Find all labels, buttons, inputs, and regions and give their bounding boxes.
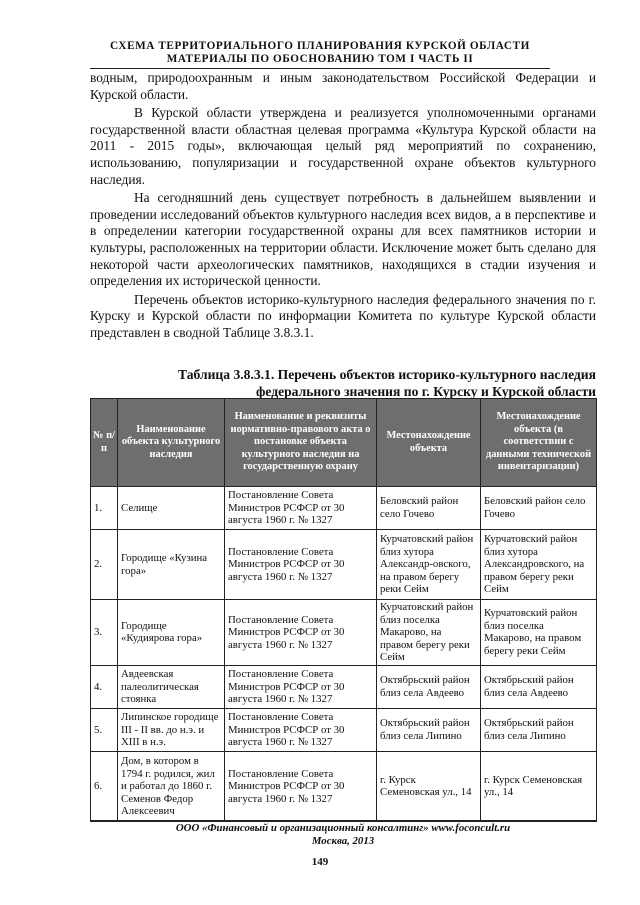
cell-location-inventory: Беловский район село Гочево [481, 487, 597, 530]
body-text [90, 70, 596, 344]
caption-line-2: федерального значения по г. Курску и Курской области [255, 383, 596, 399]
cell-act: Постановление Совета Министров РСФСР от 30 августа 1960 г. № 1327 [225, 665, 377, 708]
cell-name: Селище [118, 487, 225, 530]
paragraph-2: В Курской области утверждена и реализуется уполномоченными органами государственной власти областная целевая программа «Культура Курской области на 2011 - 2015 годы», включающая целый ряд мероприятий по сохранению, использованию, популяризации и государственной охране объектов культурного наследия. [90, 105, 596, 187]
paragraph-4: Перечень объектов историко-культурного наследия федерального значения по г. Курску и Курской области по информации Комитета по культуре Курской области представлен в сводной Таблице 3.8.3.1. [90, 291, 596, 340]
table-row [91, 530, 597, 600]
col-header-location-inventory: Местонахождение объекта (в соответствии с данными технической инвентаризации) [481, 399, 597, 487]
cell-location: г. Курск Семеновская ул., 14 [377, 751, 481, 821]
col-header-location: Местонахождение объекта [377, 399, 481, 487]
cell-number: 6. [91, 751, 118, 821]
cell-act: Постановление Совета Министров РСФСР от 30 августа 1960 г. № 1327 [225, 487, 377, 530]
header-subtitle: МАТЕРИАЛЫ ПО ОБОСНОВАНИЮ ТОМ I ЧАСТЬ II [166, 53, 474, 65]
cell-number: 3. [91, 600, 118, 666]
table-row [91, 487, 597, 530]
cell-name: Авдеевская палеолитическая стоянка [118, 665, 225, 708]
caption-line-1: Таблица 3.8.3.1. Перечень объектов историко-культурного наследия [177, 367, 596, 382]
document-footer [90, 822, 596, 848]
table-row [91, 665, 597, 708]
cell-location-inventory: Октябрьский район близ села Липино [481, 708, 597, 751]
col-header-act: Наименование и реквизиты нормативно-правового акта о постановке объекта культурного наследия на государственную охрану [225, 399, 377, 487]
cell-location: Октябрьский район близ села Авдеево [377, 665, 481, 708]
table-header-row [91, 399, 597, 487]
cell-name: Дом, в котором в 1794 г. родился, жил и работал до 1860 г. Семенов Федор Алексеевич [118, 751, 225, 821]
paragraph-1: водным, природоохранным и иным законодательством Российской Федерации и Курской области. [90, 70, 596, 102]
cell-location-inventory: г. Курск Семеновская ул., 14 [481, 751, 597, 821]
cell-number: 1. [91, 487, 118, 530]
cell-number: 5. [91, 708, 118, 751]
document-header [60, 40, 580, 66]
cell-name: Городище «Кудиярова гора» [118, 600, 225, 666]
cell-act: Постановление Совета Министров РСФСР от 30 августа 1960 г. № 1327 [225, 530, 377, 600]
heritage-table [90, 398, 597, 822]
table-caption [150, 367, 596, 400]
table-row [91, 751, 597, 821]
cell-name: Липинское городище III - II вв. до н.э. и XIII в н.э. [118, 708, 225, 751]
cell-act: Постановление Совета Министров РСФСР от 30 августа 1960 г. № 1327 [225, 751, 377, 821]
footer-city-year: Москва, 2013 [311, 835, 375, 848]
cell-location: Беловский район село Гочево [377, 487, 481, 530]
cell-number: 4. [91, 665, 118, 708]
cell-location: Октябрьский район близ села Липино [377, 708, 481, 751]
cell-location-inventory: Курчатовский район близ хутора Александровского, на правом берегу реки Сейм [481, 530, 597, 600]
cell-location-inventory: Курчатовский район близ поселка Макарово, на правом берегу реки Сейм [481, 600, 597, 666]
cell-location: Курчатовский район близ поселка Макарово, на правом берегу реки Сейм [377, 600, 481, 666]
cell-location: Курчатовский район близ хутора Александр-овского, на правом берегу реки Сейм [377, 530, 481, 600]
footer-company: ООО «Финансовый и организационный консалтинг» www.foconcult.ru [175, 822, 511, 834]
cell-number: 2. [91, 530, 118, 600]
cell-name: Городище «Кузина гора» [118, 530, 225, 600]
header-title: СХЕМА ТЕРРИТОРИАЛЬНОГО ПЛАНИРОВАНИЯ КУРСКОЙ ОБЛАСТИ [110, 40, 530, 52]
page-number: 149 [311, 856, 329, 868]
table-row [91, 708, 597, 751]
col-header-name: Наименование объекта культурного наследия [118, 399, 225, 487]
col-header-number: № п/п [91, 399, 118, 487]
cell-act: Постановление Совета Министров РСФСР от 30 августа 1960 г. № 1327 [225, 708, 377, 751]
cell-act: Постановление Совета Министров РСФСР от 30 августа 1960 г. № 1327 [225, 600, 377, 666]
cell-location-inventory: Октябрьский район близ села Авдеево [481, 665, 597, 708]
header-divider [90, 68, 550, 69]
paragraph-3: На сегодняшний день существует потребность в дальнейшем выявлении и проведении исследований объектов культурного наследия всех видов, а в перспективе и в определении категории государственной охраны для всех памятников истории и культуры, расположенных на территории области. Исключение может быть сделано для некоторой части археологических памятников, находящихся в стадии изучения и определения их исторической ценности. [90, 190, 596, 289]
table-row [91, 600, 597, 666]
footer-divider [90, 820, 596, 821]
